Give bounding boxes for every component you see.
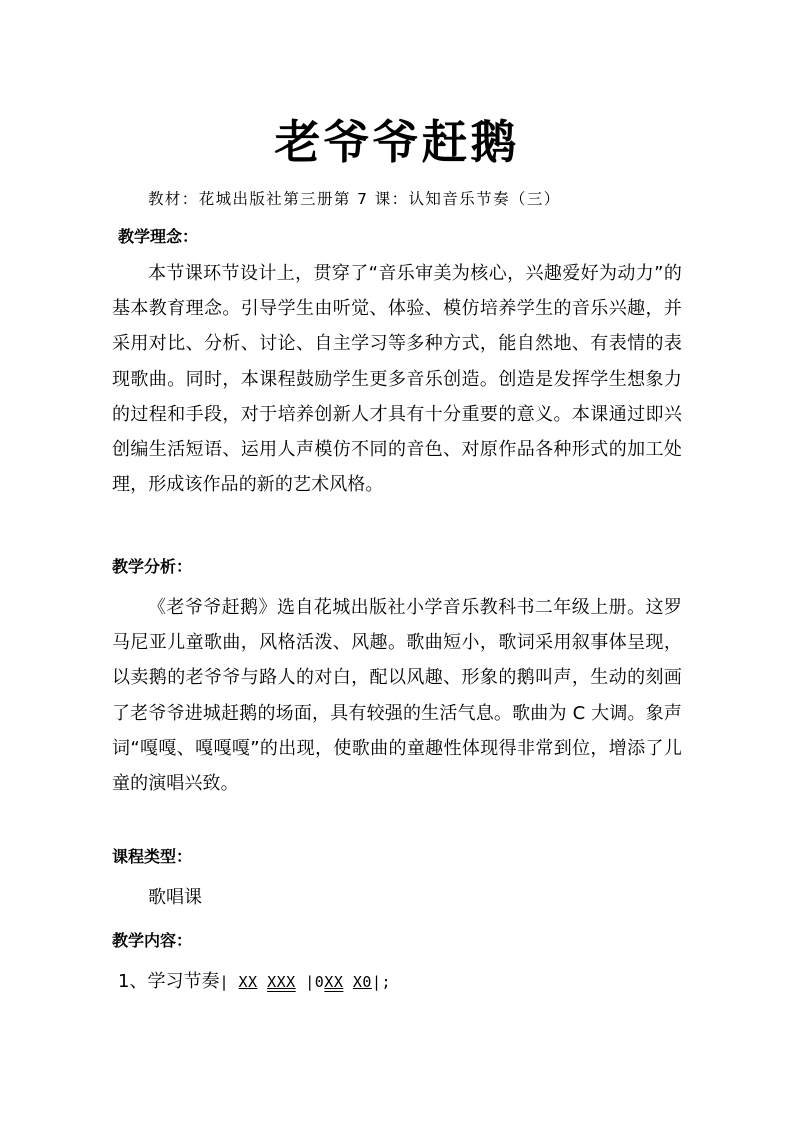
lesson-type-value: 歌唱课 — [148, 887, 202, 908]
barline-end: |; — [371, 973, 392, 991]
analysis-paragraph: 《老爷爷赶鹅》选自花城出版社小学音乐教科书二年级上册。这罗马尼亚儿童歌曲，风格活泼、风趣。歌曲短小，歌词采用叙事体呈现，以卖鹅的老爷爷与路人的对白，配以风趣、形象的鹅叫声，生动的刻画了老爷爷进城赶鹅的场面，具有较强的生活气息。歌曲为 C 大调。象声词“嘎嘎、嘎嘎嘎”的出现，使歌曲的童趣性体现得非常到位，增添了儿童的演唱兴致。 — [112, 597, 682, 795]
philosophy-paragraph: 本节课环节设计上，贯穿了“音乐审美为核心，兴趣爱好为动力”的基本教育理念。引导学生由听觉、体验、模仿培养学生的音乐兴趣，并采用对比、分析、讨论、自主学习等多种方式，能自然地、有表情的表现歌曲。同时，本课程鼓励学生更多音乐创造。创造是发挥学生想象力的过程和手段，对于培养创新人才具有十分重要的意义。本课通过即兴创编生活短语、运用人声模仿不同的音色、对原作品各种形式的加工处理，形成该作品的新的艺术风格。 — [112, 263, 682, 496]
rhythm-item-label: 1、学习节奏 — [118, 971, 220, 992]
note-group: XX — [324, 973, 344, 991]
note-group: XXX — [267, 973, 296, 991]
rhythm-notation — [219, 973, 391, 991]
note-group: XX — [238, 973, 258, 991]
barline: | — [295, 973, 315, 991]
content-heading: 教学内容： — [112, 931, 193, 950]
lesson-type-heading: 课程类型： — [112, 847, 193, 866]
barline: | — [219, 973, 239, 991]
textbook-source: 教材：花城出版社第三册第 7 课：认知音乐节奏（三） — [148, 190, 561, 208]
analysis-heading: 教学分析： — [112, 557, 193, 576]
document-title: 老爷爷赶鹅 — [274, 115, 520, 169]
philosophy-heading: 教学理念： — [118, 227, 199, 246]
rest: 0 — [314, 973, 325, 991]
note-group: X0 — [352, 973, 372, 991]
rhythm-item — [118, 970, 391, 994]
